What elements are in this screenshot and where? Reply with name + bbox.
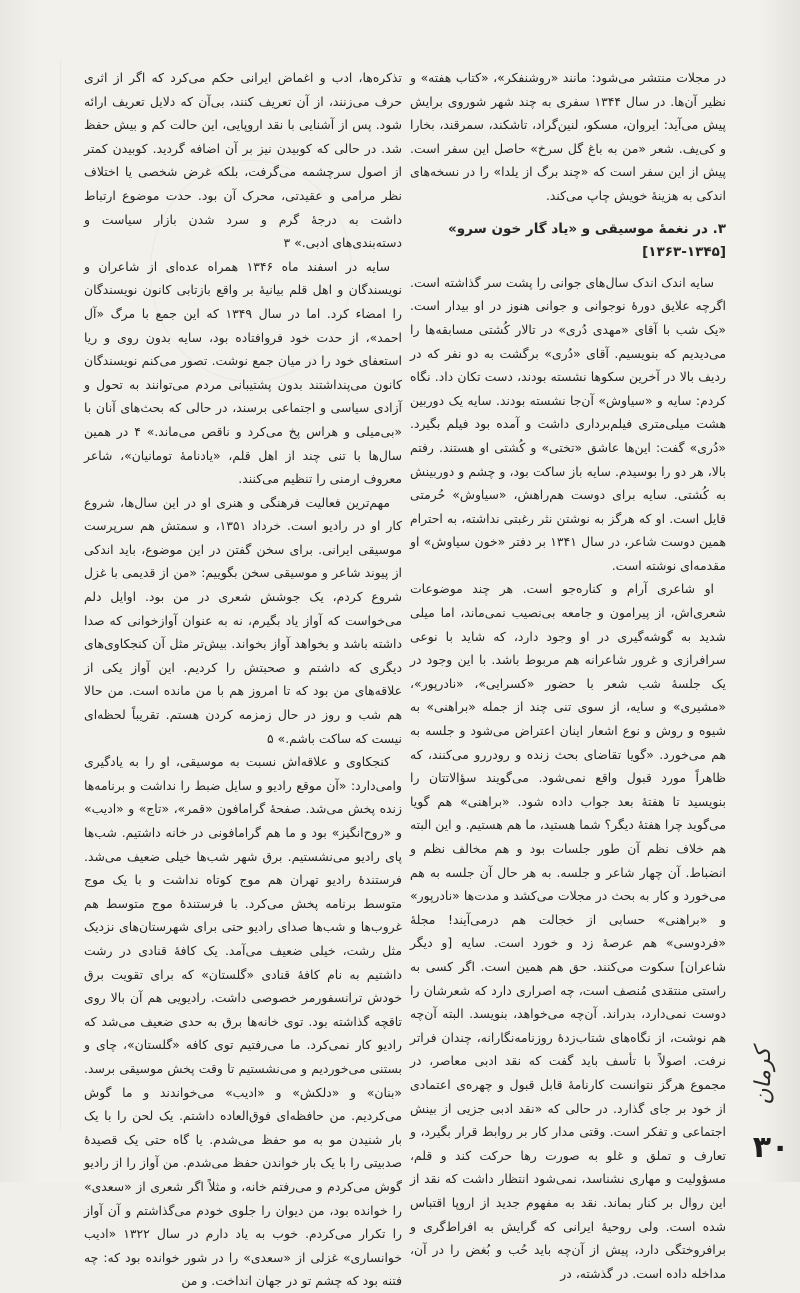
magazine-logo: [742, 1028, 798, 1124]
paragraph-text: مهم‌ترین فعالیت فرهنگی و هنری او در این سال‌ها، شروع کار او در رادیو است. خرداد ۱۳۵۱، و سمتش هم سرپرست موسیقی ایرانی. برای سخن گفتن در این موضوع، باید اندکی از پیوند شاعر و موسیقی سخن بگوییم: «من از قدیمی با غزل شروع کردم، یک جوشش شعری در من بود. اوایل دلم می‌خواست که آواز یاد بگیرم، نه به عنوان آوازخوانی که صدا داشته باشد و بخواهد آواز بخواند. بیش‌تر مثل آن کنجکاوی‌های دیگری که داشتم و صحبتش را کردیم. این آواز یکی از علاقه‌های من بود که تا امروز هم با من مانده است. من حالا هم شب و روز در حال زمزمه کردن هستم. تقریباً لحظه‌ای نیست که ساکت باشم.» ۵: [84, 494, 402, 746]
logo-text: کرمان: [751, 1047, 776, 1105]
paragraph-poetry-session: [410, 577, 726, 1285]
paragraph-criticism: [84, 66, 402, 255]
paragraph-text: تذکره‌ها، ادب و اغماض ایرانی حکم می‌کرد که اگر از اثری حرف می‌زنند، از آن تعریف کنند، بی‌آن که دلایل تعریف ارائه شود. پس از آشنایی با نقد اروپایی، این حالت کم و بیش حفظ شد. در حالی که کوبیدن نیز بر آن اضافه گردید. کوبیدن کمتر از اصول سرچشمه می‌گرفت، بلکه غرض شخصی یا اختلاف نظر مرامی و عقیدتی، محرک آن بود. حدت موضوع ارتباط داشت به درجهٔ گرم و سرد شدن بازار سیاست و دسته‌بندی‌های ادبی.» ۳: [84, 70, 402, 251]
section-heading: ۳. در نغمهٔ موسیقی و «یاد گار خون سرو» [۱۳۴۵-۱۳۶۳]: [448, 220, 726, 261]
paragraph-music-memories: [84, 750, 402, 1293]
paragraph-text: کنجکاوی و علاقه‌اش نسبت به موسیقی، او را به یادگیری وامی‌دارد: «آن موقع رادیو و سایل ضبط را نداشت و برنامه‌ها زنده پخش می‌شد. صفحهٔ گرامافون «قمر»، «تاج» و «ادیب» و «روح‌انگیز» بود و ما هم گرامافونی در خانه داشتیم. شب‌ها پای رادیو می‌نشستیم. برق شهر شب‌ها خیلی ضعیف می‌شد. فرستندهٔ رادیو تهران هم موج کوتاه نداشت و با یک موج متوسط برنامه پخش می‌کرد. با فرستندهٔ موج متوسط هم غروب‌ها و شب‌ها صدای رادیو حتی برای شهرستان‌های نزدیک مثل رشت، خیلی ضعیف می‌آمد. یک کافهٔ قنادی در رشت داشتیم به نام کافهٔ قنادی «گلستان» که برای تقویت برق خودش ترانسفورمر خصوصی داشت. رادیویی هم آن بالا روی تاقچه گذاشته بود. توی خانه‌ها برق به حدی ضعیف می‌شد که رادیو کار نمی‌کرد. ما می‌رفتیم توی کافه «گلستان»، چای و بستنی می‌خوردیم و می‌نشستیم تا وقت پخش موسیقی برسد. «بنان» و «دلکش» و «ادیب» می‌خواندند و ما گوش می‌کردیم. من حافظه‌ای فوق‌العاده داشتم. یک لحن را با یک بار شنیدن مو به مو حفظ می‌شدم. یا گاه حتی یک قصیدهٔ صدبیتی را با یک بار خواندن حفظ می‌شدم. من آواز را از رادیو گوش می‌کردم و می‌رفتم خانه، و مثلاً اگر شعری از «سعدی» را خوانده بود، من دیوان را جلوی خودم می‌گذاشتم و آن آواز را تکرار می‌کردم. خوب به یاد دارم در سال ۱۳۲۲ «ادیب خوانساری» غزلی از «سعدی» را در شور خوانده بود که: چه فتنه بود که چشم تو در جهان انداخت. و من: [84, 754, 402, 1289]
paragraph-writers-association: [84, 255, 402, 491]
left-column: [84, 66, 402, 1289]
paragraph-radio-work: [84, 491, 402, 751]
paragraph-youth-memories: [410, 271, 726, 578]
paragraph-text: سایه در اسفند ماه ۱۳۴۶ همراه عده‌ای از شاعران و نویسندگان و اهل قلم بیانیهٔ بر واقع بازتابی کانون نویسندگان را امضاء کرد. اما در سال ۱۳۴۹ که این جمع با مرگ «آل احمد»، از حدت خود فروافتاده بود، سایه بدون روی و ریا استعفای خود را در میان جمع نوشت. تصور می‌کنم نویسندگان کانون می‌پنداشتند بدون پشتیبانی مردم می‌توانند به تحول و آزادی سیاسی و اجتماعی برسند، در حالی که بحث‌های آنان با «بی‌میلی و هراس پخ می‌کرد و ناقص می‌ماند.» ۴ در همین سال‌ها با تنی چند از اهل قلم، «یادنامهٔ تومانیان»، شاعر معروف ارمنی را تنظیم می‌کنند.: [84, 258, 402, 487]
paragraph-text: در مجلات منتشر می‌شود: مانند «روشنفکر»، «کتاب هفته» و نظیر آن‌ها. در سال ۱۳۴۴ سفری به چند شهر شوروی برایش پیش می‌آید: ایروان، مسکو، لنین‌گراد، تاشکند، سمرقند، بخارا و کی‌یف. شعر «من به باغ گل سرخ» حاصل این سفر است. پیش از این سفر است که «چند برگ از یلدا» را در نسخه‌های اندکی به هزینهٔ خویش چاپ می‌کند.: [410, 70, 726, 203]
gutter-shadow: [60, 60, 61, 1130]
page-number: ۳۰: [752, 1130, 790, 1165]
paragraph-text: سایه اندک اندک سال‌های جوانی را پشت سر گذاشته است. اگرچه علایق دورهٔ نوجوانی و جوانی هنوز در او بیدار است. «یک شب با آقای «مهدی دُری» در تالار کُشتی مسابقه‌ها را می‌دیدیم که بنویسیم. آقای «دُری» برگشت به دو نفر که در ردیف بالا در آخرین سکوها نشسته بودند، دست تکان داد. نگاه کردم: سایه و «سیاوش» آن‌جا نشسته بودند. سایه یک دوربین هشت میلی‌متری فیلم‌برداری داشت و آمده بود فیلم بگیرد. «دُری» گفت: این‌ها عاشق «تختی» و کُشتی او هستند. رفتم بالا، هر دو را بوسیدم. سایه باز ساکت بود، و چشم و دوربینش به کُشتی. سایه برای دوست هم‌راهش، «سیاوش» حُرمتی قایل است. او که هرگز به نوشتن نثر رغبتی نداشته، به احترام همین دوست شاعر، در سال ۱۳۴۱ بر دفتر «خون سیاوش» او مقدمه‌ای نوشته است.: [410, 274, 726, 573]
right-column: [410, 66, 726, 1281]
intro-paragraph: [410, 66, 726, 208]
paragraph-text: او شاعری آرام و کناره‌جو است. هر چند موضوعات شعری‌اش، از پیرامون و جامعه بی‌نصیب نمی‌ماند، اما میلی شدید به گوشه‌گیری در او وجود دارد، که شاید با نوعی سرافرازی و غرور شاعرانه هم مربوط باشد. با این وجود در یک جلسهٔ شب شعر با حضور «کسرایی»، «نادرپور»، «مشیری» و سایه، از سوی تنی چند از جمله «براهنی» به شیوه و روش و نوع اشعار اینان اعتراض می‌شود و جلسه به هم می‌خورد. «گویا تقاضای بحث زنده و رودررو می‌کنند، که ظاهراً مورد قبول واقع نمی‌شود. می‌گویند سؤالاتتان را بنویسید تا هفتهٔ بعد جواب داده شود. «براهنی» هم گویا می‌گوید چرا هفتهٔ دیگر؟ شما هستید، ما هم هستیم. و این البته هم خلاف نظم آن طور جلسات بود و هم مخالف نظم و انضباط. آن چهار شاعر و جلسه. به هر حال آن جلسه به هم می‌خورد و کار به بحث در مجلات می‌کشد و مدت‌ها «نادرپور» و «براهنی» حسابی از خجالت هم درمی‌آیند! مجلهٔ «فردوسی» هم عرصهٔ زد و خورد است. سایه [و دیگر شاعران] سکوت می‌کنند. حق هم همین است. اگر کسی به راستی منتقدی مُنصف است، چه اصراری دارد که شعرشان را دوست نمی‌دارد، بدراند. آن‌چه می‌خواهد، بنویسد. البته آن‌چه هم نوشت، از نگاه‌های شتاب‌زدهٔ روزنامه‌نگارانه، چندان فراتر نرفت. اصولاً با تأسف باید گفت که نقد ادبی معاصر، در مجموع هرگز نتوانست کارنامهٔ قابل قبول و چهره‌ی اعتمادی از خود بر جای گذارد. در حالی که «نقد ادبی جزیی از بینش اجتماعی و تفکر است. وقتی مدار کار بر روابط قرار بگیرد، و تعارف و تملق و غلو به صورت رها حرکت کند و قلم، مسؤولیت و مهاری نشناسد، نمی‌شود انتظار داشت که نقد از این روال بر کنار بماند. نقد به مفهوم جدید از اروپا اقتباس شده است. ولی روحیهٔ ایرانی که گرایش به افراط‌گری و برافروختگی دارد، پیش از آن‌چه باید حُب و بُغض را در آن، مداخله داده است. در گذشته، در: [410, 581, 726, 1281]
kerman-logo-icon: [743, 1028, 797, 1124]
